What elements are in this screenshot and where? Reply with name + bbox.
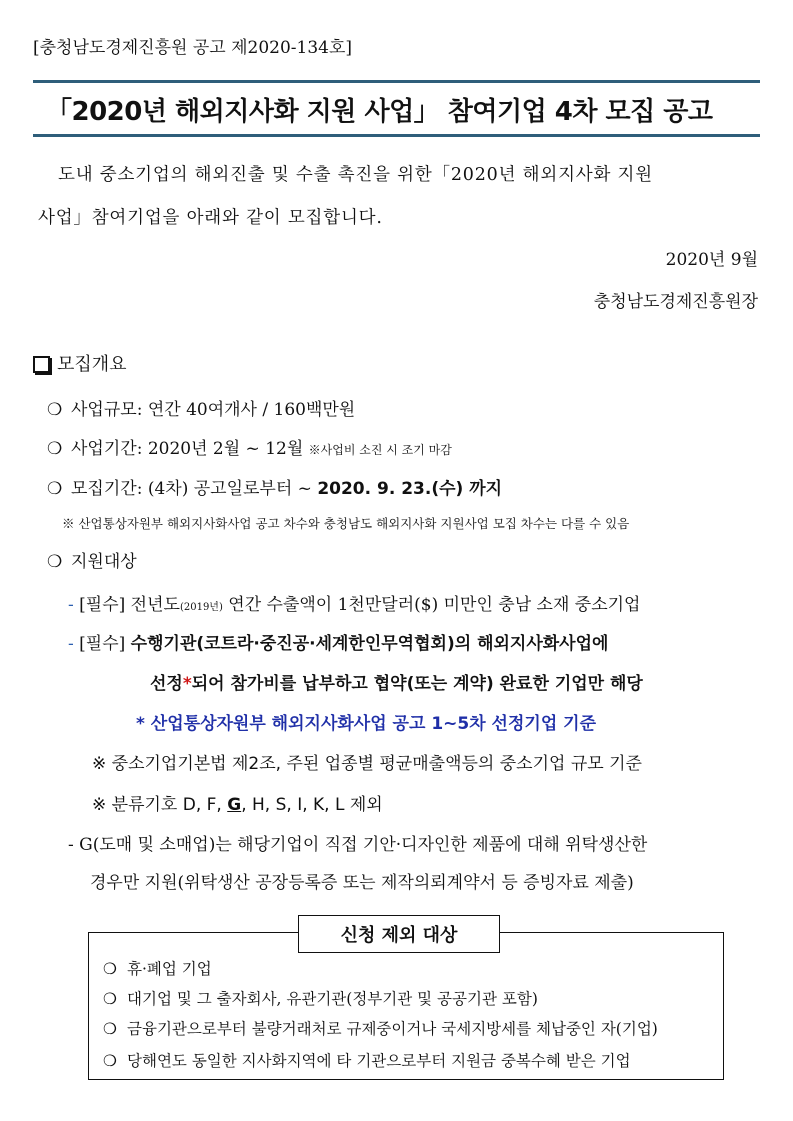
checkbox-square-icon xyxy=(33,356,50,373)
req1-text-a: 전년도 xyxy=(130,595,180,615)
exclusion-item: ❍ 휴·폐업 기업 xyxy=(103,960,212,978)
list-item-scale xyxy=(47,395,355,420)
req1-year: (2019년) xyxy=(179,602,223,613)
requirement-2-line-2 xyxy=(150,669,643,694)
note-classification xyxy=(92,790,383,815)
requirement-2-line-1 xyxy=(68,629,608,654)
exclusion-title: 신청 제외 대상 xyxy=(298,915,500,953)
recruit-note: ※ 산업통상자원부 해외지사화사업 공고 차수와 충청남도 해외지사화 지원사업 모집 차수는 다를 수 있음 xyxy=(62,516,630,531)
target-text: 지원대상 xyxy=(71,552,137,572)
circle-bullet-icon: ❍ xyxy=(103,990,117,1008)
intro-line-2: 사업」참여기업을 아래와 같이 모집합니다. xyxy=(38,208,383,228)
circle-bullet-icon: ❍ xyxy=(47,439,63,459)
section-heading: 모집개요 xyxy=(57,354,127,375)
intro-line-1: 도내 중소기업의 해외진출 및 수출 촉진을 위한「2020년 해외지사화 지원 xyxy=(58,165,653,185)
circle-bullet-icon: ❍ xyxy=(47,400,63,420)
document-number: [충청남도경제진흥원 공고 제2020-134호] xyxy=(33,38,353,58)
title-rule-top xyxy=(33,80,760,83)
circle-bullet-icon: ❍ xyxy=(103,1052,117,1070)
note-class-g: G xyxy=(227,795,242,815)
exclusion-item: ❍ 당해연도 동일한 지사화지역에 타 기관으로부터 지원금 중복수혜 받은 기업 xyxy=(103,1052,631,1070)
note-sme-basis: ※ 중소기업기본법 제2조, 주된 업종별 평균매출액등의 중소기업 규모 기준 xyxy=(92,754,642,774)
circle-bullet-icon: ❍ xyxy=(47,552,63,572)
g-note-line-2: 경우만 지원(위탁생산 공장등록증 또는 제작의뢰계약서 등 증빙자료 제출) xyxy=(90,873,634,893)
recruit-text: 모집기간: (4차) 공고일로부터 ~ xyxy=(71,479,318,499)
circle-bullet-icon: ❍ xyxy=(47,479,63,499)
announcement-issuer: 충청남도경제진흥원장 xyxy=(593,292,758,312)
list-item-period xyxy=(47,434,452,459)
title-rule-bottom xyxy=(33,134,760,137)
announcement-date: 2020년 9월 xyxy=(665,250,758,270)
reference-note: * 산업통상자원부 해외지사화사업 공고 1~5차 선정기업 기준 xyxy=(136,714,597,734)
circle-bullet-icon: ❍ xyxy=(103,1020,117,1038)
dash-bullet: - xyxy=(68,634,74,654)
note-class-a: ※ 분류기호 D, F, xyxy=(92,795,228,815)
req1-text-b: 연간 수출액이 1천만달러($) 미만인 충남 소재 중소기업 xyxy=(228,595,641,615)
scale-text: 사업규모: 연간 40여개사 / 160백만원 xyxy=(71,400,356,420)
page-title: 「2020년 해외지사화 지원 사업」 참여기업 4차 모집 공고 xyxy=(46,97,713,127)
req2-text-b: 되어 참가비를 납부하고 협약(또는 계약) 완료한 기업만 해당 xyxy=(191,674,643,694)
list-item-recruit xyxy=(47,474,502,499)
req2-text-a: 선정 xyxy=(150,674,183,694)
note-class-b: , H, S, I, K, L 제외 xyxy=(241,795,383,815)
dash-bullet: - xyxy=(68,595,74,615)
recruit-deadline: 2020. 9. 23.(수) 까지 xyxy=(317,479,503,499)
g-note-line-1: - G(도매 및 소매업)는 해당기업이 직접 기안·디자인한 제품에 대해 위탁생산한 xyxy=(68,835,648,855)
asterisk-mark: * xyxy=(182,674,192,694)
circle-bullet-icon: ❍ xyxy=(103,960,117,978)
required-tag: [필수] xyxy=(79,634,126,654)
period-note: ※사업비 소진 시 조기 마감 xyxy=(308,443,452,457)
period-text: 사업기간: 2020년 2월 ~ 12월 xyxy=(71,439,304,459)
req2-text-line-1: 수행기관(코트라·중진공·세계한인무역협회)의 해외지사화사업에 xyxy=(130,634,609,654)
exclusion-item: ❍ 금융기관으로부터 불량거래처로 규제중이거나 국세지방세를 체납중인 자(기업) xyxy=(103,1020,658,1038)
required-tag: [필수] xyxy=(79,595,126,615)
exclusion-item: ❍ 대기업 및 그 출자회사, 유관기관(정부기관 및 공공기관 포함) xyxy=(103,990,538,1008)
requirement-1 xyxy=(68,590,640,615)
list-item-target xyxy=(47,547,137,572)
